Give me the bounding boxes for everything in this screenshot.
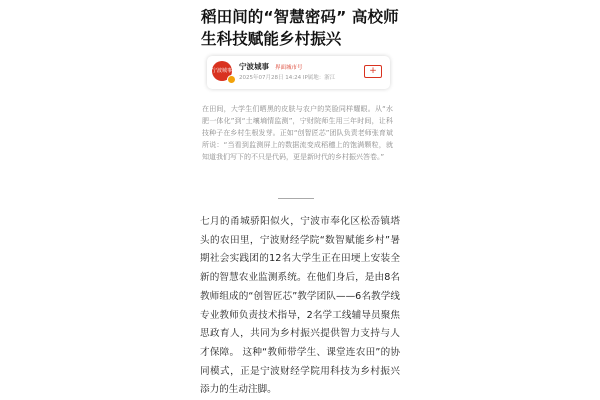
article-column: [200, 0, 400, 396]
article-title: 稻田间的“智慧密码” 高校师生科技赋能乡村振兴: [201, 8, 399, 48]
divider: [278, 198, 314, 199]
avatar-text: 宁波城事: [212, 67, 233, 74]
publish-meta: 2025年07月28日 14:24 IP属地：浙江: [239, 75, 336, 81]
article-body: 七月的甬城骄阳似火，宁波市奉化区松岙镇塔头的农田里，宁波财经学院“数智赋能乡村”暑期社会实践团的12名大学生正在田埂上安装全新的智慧农业监测系统。在他们身后，是由8名教师组成的“创智匠芯”教学团队——6名教学线专业教师负责技术指导，2名学工线辅导员聚焦思政育人，共同为乡村振兴提供智力支持与人才保障。 这种“教师带学生、课堂连农田”的协同模式，正是宁波财经学院用科技为乡村振兴添力的生动注脚。: [200, 216, 400, 396]
follow-button[interactable]: +: [364, 65, 382, 78]
article-summary: 在田间，大学生们晒黑的皮肤与农户的笑脸同样耀眼。从“水肥一体化”到“土壤墒情监测”，宁财院师生用三年时间，让科技种子在乡村生根发芽。正如“创智匠芯”团队负责老师张育斌所说：“当看到监测屏上的数据流变成稻穗上的饱满颗粒，就知道我们写下的不只是代码，更是新时代的乡村振兴答卷。”: [202, 105, 393, 161]
author-tag: 界面城市号: [275, 64, 303, 71]
author-card[interactable]: [207, 56, 390, 89]
verified-badge-icon: [227, 75, 236, 84]
author-name[interactable]: 宁波城事: [239, 62, 269, 71]
